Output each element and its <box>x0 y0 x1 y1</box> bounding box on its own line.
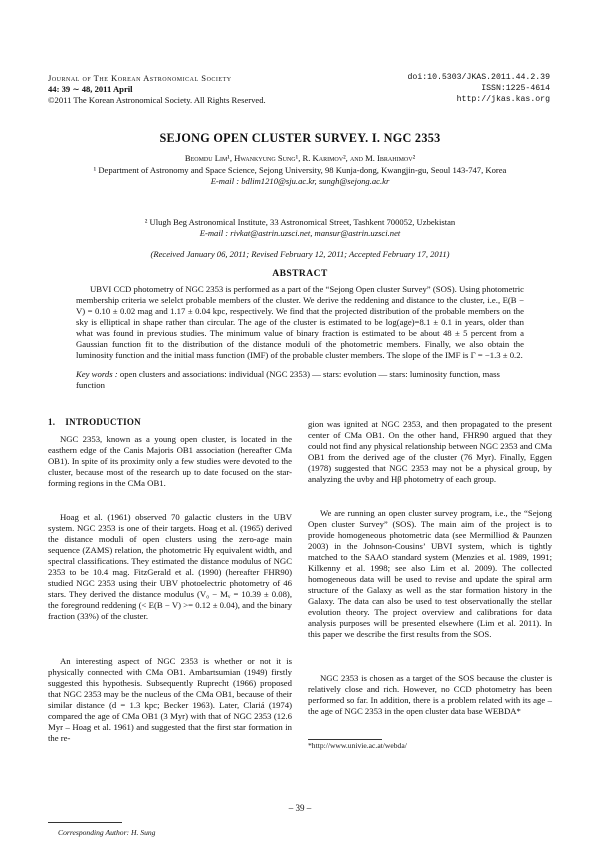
abstract-heading: ABSTRACT <box>272 268 328 279</box>
section-heading-introduction <box>48 417 292 427</box>
affiliation-2-email[interactable]: E-mail : rivkat@astrin.uzsci.net, mansur@astrin.uzsci.net <box>199 227 401 238</box>
journal-identifiers <box>408 72 551 105</box>
intro-paragraph-5: We are running an open cluster survey program, i.e., the “Sejong Open cluster Survey” (SOS). The main aim of the project is to provide homogeneous photometric data (see Mermilliod & Paunzen 2003) in the Johnson-Cousins’ UBVI system, which is tightly matched to the SAAO standard system (Menzies et al. 1989, 1991; Kilkenny et al. 1998; see also Lim et al. 2009). The collected homogeneous data will be used to revise and update the spiral arm structure of the Galaxy as well as the star formation history in the Galaxy. The data can also be used to test observationally the stellar evolution theory. The project overview and calibrations for data analysis purposes will be presented elsewhere (Lim et al. 2011). In this paper we describe the first results from the SOS. <box>308 508 552 639</box>
abstract-text: UBVI CCD photometry of NGC 2353 is performed as a part of the “Sejong Open cluster Survey” (SOS). Using photometric membership criteria we selelct probable members of the cluster. We derive the reddening and distance to the cluster, i.e., E(B − V) = 0.10 ± 0.02 mag and 1.17 ± 0.04 kpc, respectively. We find that the projected distribution of the probable members on the sky is elliptical in shape rather than circular. The age of the cluster is estimated to be log(age)=8.1 ± 0.1 in years, older than what was found in previous studies. The minimum value of binary fraction is estimated to be about 48 ± 5 percent from a Gaussian function fit to the distribution of the distance moduli of the photometric members. Finally, we also obtain the luminosity function and the initial mass function (IMF) of the probable cluster members. The slope of the IMF is Γ = −1.3 ± 0.2. <box>76 284 524 360</box>
affiliation-2-address: ² Ulugh Beg Astronomical Institute, 33 Astronomical Street, Tashkent 700052, Uzbekistan <box>144 217 456 227</box>
paper-title: SEJONG OPEN CLUSTER SURVEY. I. NGC 2353 <box>159 131 441 145</box>
affiliation-1-email[interactable]: E-mail : bdlim1210@sju.ac.kr, sungh@sejong.ac.kr <box>210 175 390 186</box>
keywords-label: Key words : <box>76 369 118 379</box>
issn-text: ISSN:1225-4614 <box>481 84 550 93</box>
section-title: INTRODUCTION <box>65 417 141 427</box>
received-dates: (Received January 06, 2011; Revised February 12, 2011; Accepted February 17, 2011) <box>150 249 450 259</box>
volume-info: 44: 39 ∼ 48, 2011 April <box>48 84 133 94</box>
intro-paragraph-1: NGC 2353, known as a young open cluster, is located in the easthern edge of the Canis Majoris OB1 association (hereafter CMa OB1). In spite of its proximity only a few studies were devoted to the cluster, because most of the research up to date focused on the star-forming regions in the CMa OB1. <box>48 434 292 488</box>
journal-name: Journal of The Korean Astronomical Society <box>48 73 232 83</box>
affiliation-1 <box>46 165 554 187</box>
doi-text: doi:10.5303/JKAS.2011.44.2.39 <box>407 73 550 82</box>
journal-url-link[interactable]: http://jkas.kas.org <box>456 95 550 104</box>
author-list: Beomdu Lim¹, Hwankyung Sung¹, R. Karimov², and M. Ibrahimov² <box>184 153 416 163</box>
page-number: – 39 – <box>288 803 312 813</box>
keywords-text: open clusters and associations: individual (NGC 2353) — stars: evolution — stars: luminosity function, mass function <box>76 369 500 390</box>
intro-paragraph-4: gion was ignited at NGC 2353, and then propagated to the present center of CMa OB1. On the other hand, FHR90 argued that they could not find any physical relationship between NGC 2353 and CMa OB1 from the derived age of the cluster (76 Myr). Finally, Eggen (1978) suggested that NGC 2353 may not be a physical group, by analyzing the uvby and Hβ photometry of each group. <box>308 419 552 484</box>
keywords-block <box>76 369 524 391</box>
webda-footnote-link[interactable]: *http://www.univie.ac.at/webda/ <box>308 741 407 750</box>
copyright-line: ©2011 The Korean Astronomical Society. All Rights Reserved. <box>48 95 266 105</box>
section-number: 1. <box>48 417 56 427</box>
corresponding-author-note: Corresponding Author: H. Sung <box>58 828 156 837</box>
footnote-divider-right <box>308 739 382 740</box>
footnote-divider-left <box>48 822 122 823</box>
intro-paragraph-3: An interesting aspect of NGC 2353 is whether or not it is physically connected with CMa OB1. Ambartsumian (1949) firstly suggested this hypothesis. Subsequently Ruprecht (1966) proposed that NGC 2353 may be the nucleus of the CMa OB1, because of their similar distance (d = 1.3 kpc; Becker 1963). Later, Clariá (1974) compared the age of CMa OB1 (3 Myr) with that of NGC 2353 (12.6 Myr – Hoag et al. 1961) and suggested that the first star formation in the re- <box>48 656 292 743</box>
journal-header <box>48 73 266 106</box>
affiliation-1-address: ¹ Department of Astronomy and Space Science, Sejong University, 98 Kunja-dong, Kwangjin-gu, Seoul 143-747, Korea <box>93 165 507 175</box>
intro-paragraph-2: Hoag et al. (1961) observed 70 galactic clusters in the UBV system. NGC 2353 is one of their targets. Hoag et al. (1965) derived the distance moduli of open clusters using the zero-age main sequence (ZAMS) relation, the photometric Hγ equivalent width, and spectral classifications. They estimated the distance modulus of NGC 2353 to be 10.4 mag. FitzGerald et al. (1990) (hereafter FHR90) studied NGC 2353 using their UBV photoelectric photometry of 46 stars. They derived the distance modulus (V₀ − Mᵥ = 10.39 ± 0.08), the foreground reddening (< E(B − V) >= 0.12 ± 0.04), and the binary fraction (33%) of the cluster. <box>48 512 292 621</box>
intro-paragraph-6: NGC 2353 is chosen as a target of the SOS because the cluster is relatively close and rich. However, no CCD photometry has been performed so far. In addition, there is a problem related with its age – the age of NGC 2353 in the open cluster data base WEBDA* <box>308 673 552 716</box>
affiliation-2 <box>46 217 554 239</box>
